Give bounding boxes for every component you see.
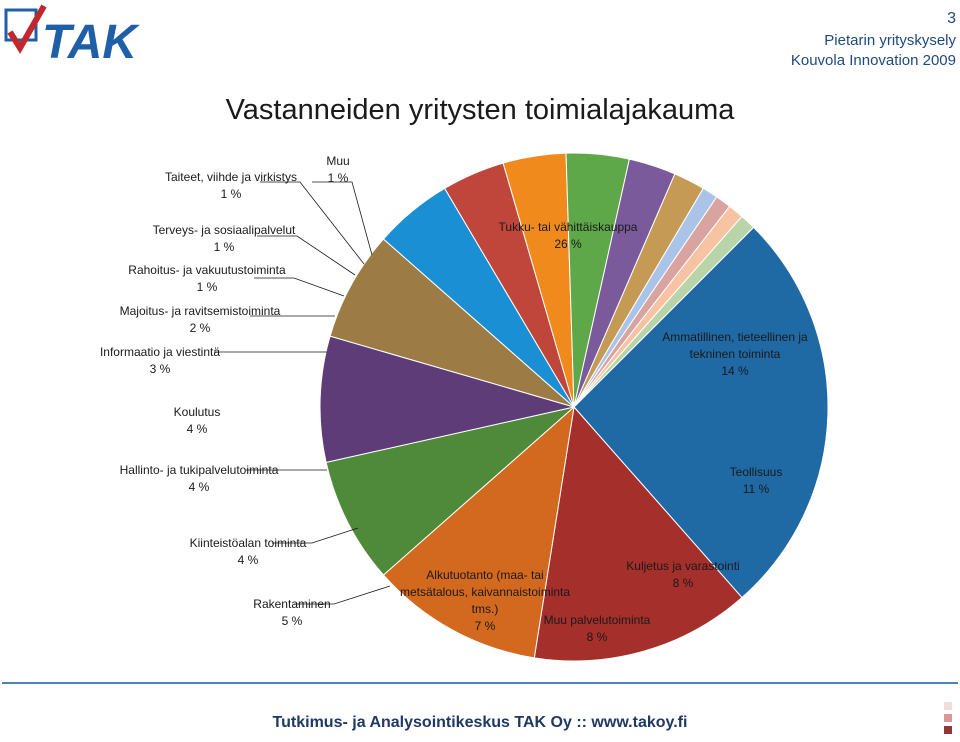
slice-label-majoitus-ja-ravitsemistoiminta: Majoitus- ja ravitsemistoiminta 2 %	[119, 304, 281, 335]
slice-label-teollisuus: Teollisuus 11 %	[729, 465, 783, 496]
slice-label-terveys-ja-sosiaalipalvelut: Terveys- ja sosiaalipalvelut 1 %	[152, 223, 296, 254]
slice-label-hallinto-ja-tukipalvelutoiminta: Hallinto- ja tukipalvelutoiminta 4 %	[119, 463, 279, 494]
slice-label-rakentaminen: Rakentaminen 5 %	[253, 597, 331, 628]
slice-label-kiinteistoalan-toiminta: Kiinteistöalan toiminta 4 %	[189, 536, 307, 567]
slice-label-muu-palvelutoiminta: Muu palvelutoiminta 8 %	[543, 613, 651, 644]
leader-line-muu	[312, 182, 372, 255]
page-number: 3	[947, 10, 956, 27]
footer-rule	[2, 682, 958, 684]
slice-label-muu: Muu 1 %	[326, 154, 350, 185]
footer-square	[944, 714, 952, 722]
footer-square	[944, 726, 952, 734]
slice-label-alkutuotanto-maa-tai-metsatalous-kaivannaistoiminta-tms: Alkutuotanto (maa- tai metsätalous, kaivannaistoiminta tms.) 7 %	[399, 568, 571, 633]
slice-label-ammatillinen-tieteellinen-ja-tekninen-toiminta: Ammatillinen, tieteellinen ja tekninen toiminta 14 %	[662, 330, 808, 378]
header-subtitle-2: Kouvola Innovation 2009	[790, 52, 956, 69]
slice-label-taiteet-viihde-ja-virkistys: Taiteet, viihde ja virkistys 1 %	[164, 170, 298, 201]
chart-title: Vastanneiden yritysten toimialajakauma	[225, 94, 735, 126]
footer-squares	[944, 702, 956, 738]
logo-text: TAK	[42, 16, 138, 66]
slice-label-kuljetus-ja-varastointi: Kuljetus ja varastointi 8 %	[626, 559, 740, 590]
footer-square	[944, 702, 952, 710]
footer-text: Tutkimus- ja Analysointikeskus TAK Oy :: www.takoy.fi	[272, 714, 688, 731]
header-subtitle-1: Pietarin yrityskysely	[824, 32, 956, 49]
slice-label-tukku-tai-vahittaiskauppa: Tukku- tai vähittäiskauppa 26 %	[498, 220, 638, 251]
slice-label-informaatio-ja-viestinta: Informaatio ja viestintä 3 %	[99, 345, 221, 376]
slice-label-rahoitus-ja-vakuutustoiminta: Rahoitus- ja vakuutustoiminta 1 %	[128, 263, 286, 294]
slice-label-koulutus: Koulutus 4 %	[173, 405, 221, 436]
leader-line-rahoitus-ja-vakuutustoiminta	[254, 278, 344, 296]
